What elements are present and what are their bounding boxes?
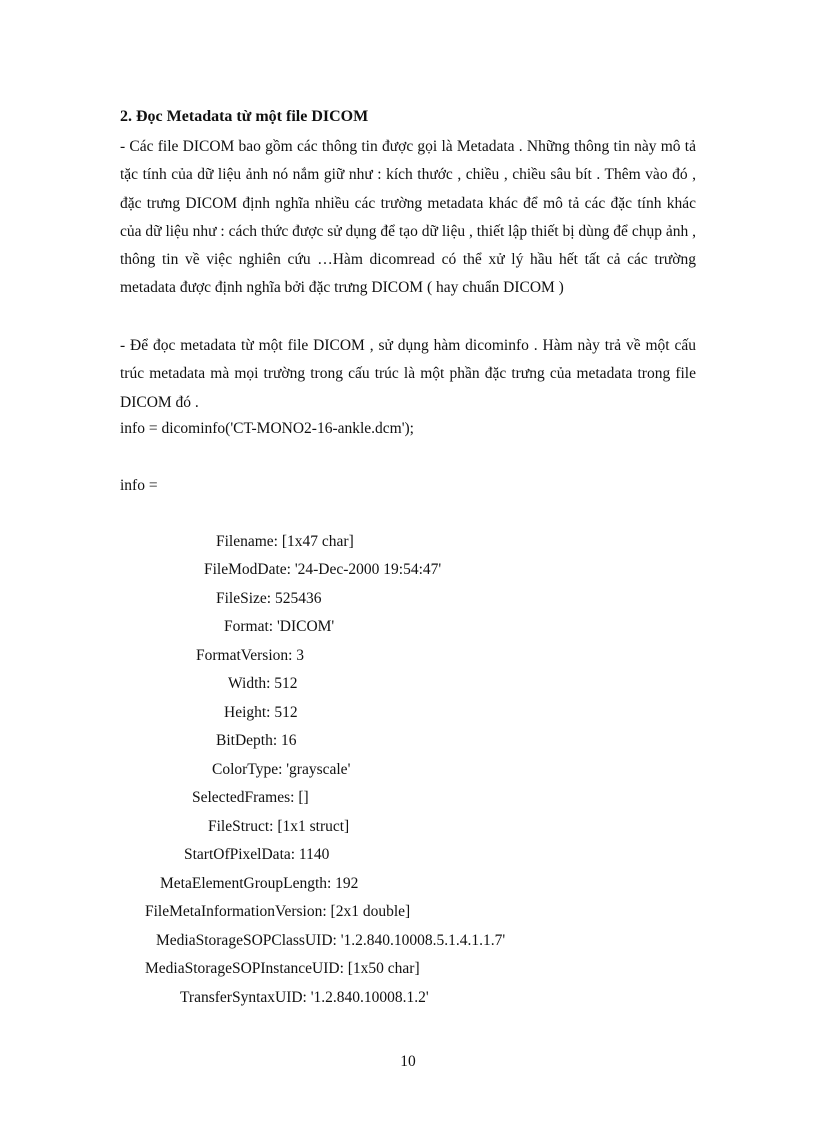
- metadata-field: MetaElementGroupLength: 192: [160, 875, 359, 892]
- metadata-field: SelectedFrames: []: [192, 789, 309, 806]
- dicominfo-command: info = dicominfo('CT-MONO2-16-ankle.dcm');: [120, 420, 414, 437]
- metadata-field: FileMetaInformationVersion: [2x1 double]: [145, 903, 411, 920]
- metadata-field: ColorType: 'grayscale': [212, 761, 351, 778]
- usage-paragraph-container: [120, 332, 696, 417]
- result-label: info =: [120, 477, 158, 494]
- metadata-field: MediaStorageSOPInstanceUID: [1x50 char]: [145, 960, 420, 977]
- metadata-field: MediaStorageSOPClassUID: '1.2.840.10008.5.1.4.1.1.7': [156, 932, 506, 949]
- metadata-field: FormatVersion: 3: [196, 647, 305, 664]
- metadata-field: TransferSyntaxUID: '1.2.840.10008.1.2': [180, 989, 429, 1006]
- metadata-field: Format: 'DICOM': [224, 618, 335, 635]
- intro-paragraph: - Các file DICOM bao gồm các thông tin được gọi là Metadata . Những thông tin này mô tả tặc tính của dữ liệu ảnh nó nắm giữ như : kích thước , chiều , chiều sâu bít . Thêm vào đó , đặc trưng DICOM định nghĩa nhiều các trường metadata khác để mô tả các đặc tính khác của dữ liệu như : cách thức được sử dụng để tạo dữ liệu , thiết lập thiết bị dùng để chụp ảnh , thông tin về việc nghiên cứu …Hàm dicomread có thể xử lý hầu hết tất cả các trường metadata được định nghĩa bởi đặc trưng DICOM ( hay chuẩn DICOM ): [120, 138, 696, 297]
- metadata-field: Height: 512: [224, 704, 298, 721]
- page-number: 10: [400, 1053, 416, 1070]
- metadata-field: BitDepth: 16: [216, 732, 297, 749]
- metadata-field: FileStruct: [1x1 struct]: [208, 818, 350, 835]
- usage-paragraph: - Để đọc metadata từ một file DICOM , sử dụng hàm dicominfo . Hàm này trả về một cấu trúc metadata mà mọi trường trong cấu trúc là một phần đặc trưng của metadata trong file DICOM đó .: [120, 337, 696, 411]
- metadata-field: FileSize: 525436: [216, 590, 322, 607]
- metadata-field: FileModDate: '24-Dec-2000 19:54:47': [204, 561, 442, 578]
- metadata-field: Filename: [1x47 char]: [216, 533, 354, 550]
- metadata-field: Width: 512: [228, 675, 298, 692]
- section-heading: 2. Đọc Metadata từ một file DICOM: [120, 108, 369, 125]
- metadata-field: StartOfPixelData: 1140: [184, 846, 330, 863]
- intro-paragraph-container: [120, 133, 696, 303]
